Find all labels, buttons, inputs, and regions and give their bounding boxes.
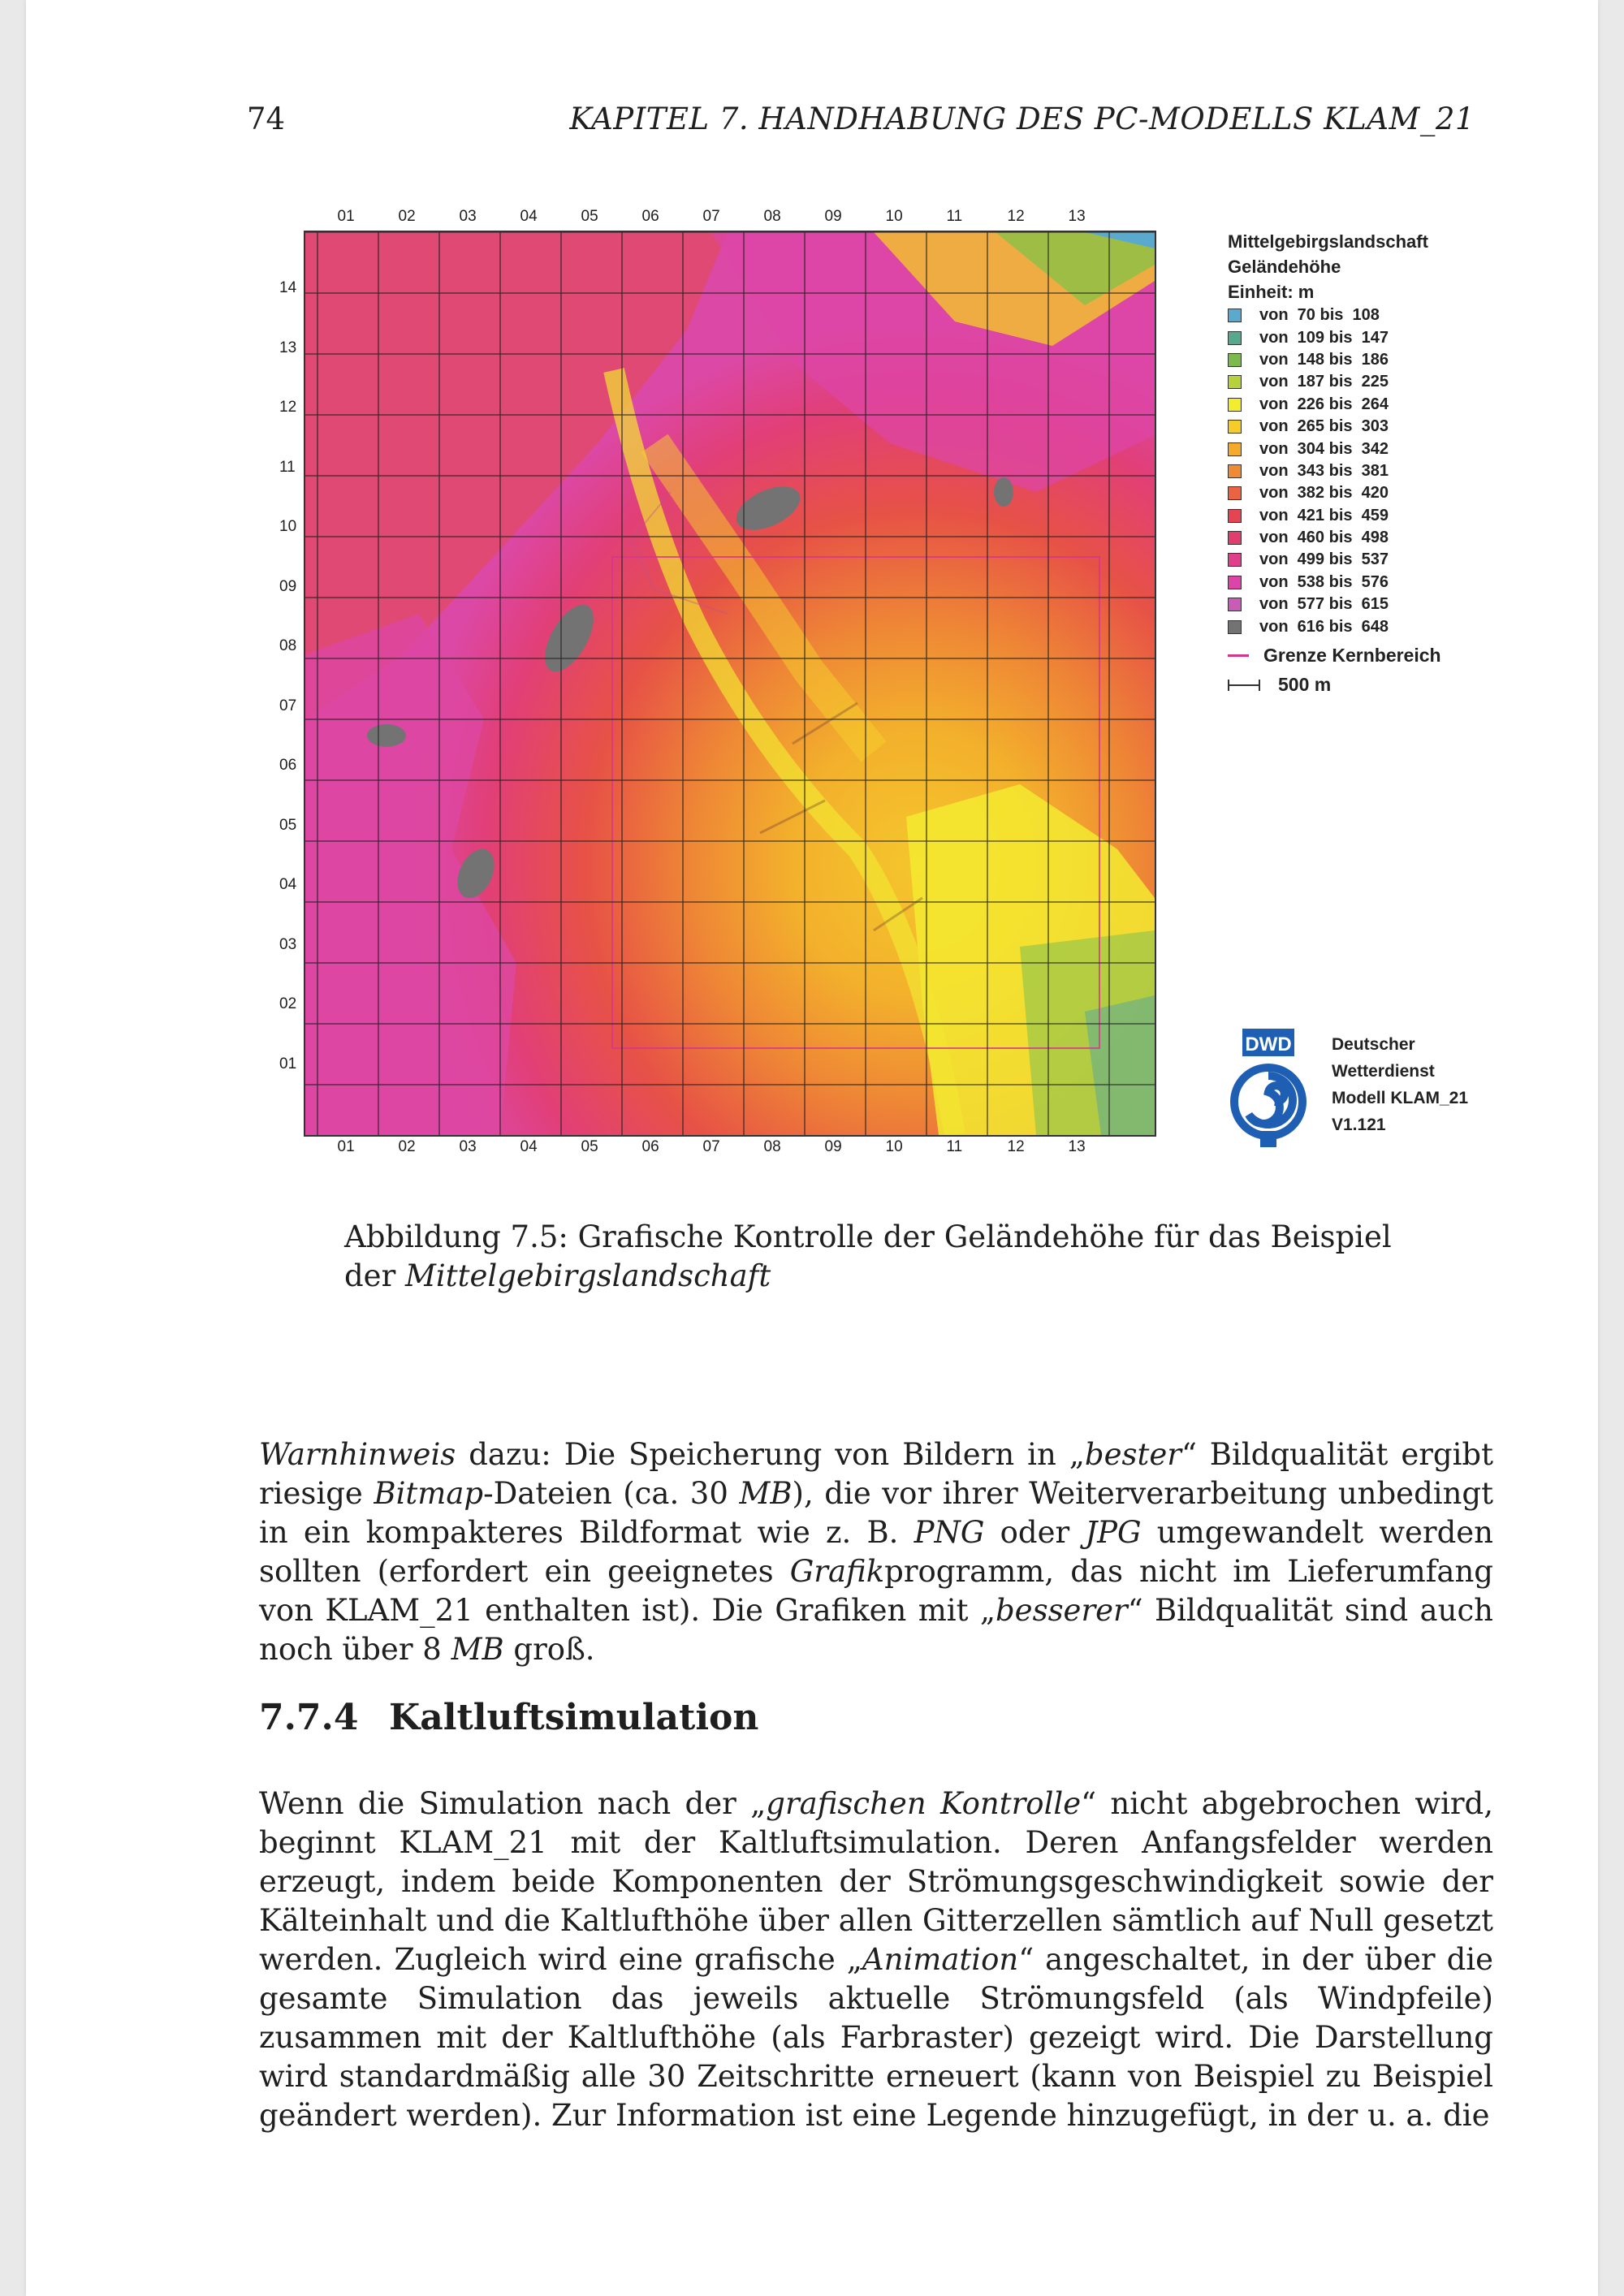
legend-class-label: von 109 bis 147 bbox=[1259, 328, 1389, 347]
dwd-logo bbox=[1220, 1027, 1317, 1149]
y-tick: 03 bbox=[279, 935, 297, 953]
text-run: JPG bbox=[1085, 1515, 1142, 1550]
x-tick-bottom: 03 bbox=[459, 1138, 477, 1155]
legend-class bbox=[1228, 460, 1601, 482]
simulation-paragraph bbox=[259, 1785, 1493, 2135]
legend-class-label: von 187 bis 225 bbox=[1259, 373, 1389, 391]
legend-scale bbox=[1228, 671, 1601, 700]
x-tick-bottom: 12 bbox=[1007, 1138, 1025, 1155]
y-tick: 14 bbox=[279, 279, 297, 296]
text-run: dazu: Die Speicherung von Bildern in „ bbox=[456, 1437, 1085, 1472]
document-page bbox=[26, 0, 1598, 2296]
x-tick-top: 03 bbox=[459, 208, 477, 225]
warning-paragraph bbox=[259, 1435, 1493, 1669]
boundary-label: Grenze Kernbereich bbox=[1263, 645, 1441, 667]
x-tick-bottom: 09 bbox=[824, 1138, 842, 1155]
x-tick-top: 09 bbox=[824, 208, 842, 225]
legend-class-label: von 616 bis 648 bbox=[1259, 617, 1389, 636]
legend-class bbox=[1228, 549, 1601, 571]
x-tick-top: 04 bbox=[520, 208, 538, 225]
running-header: KAPITEL 7. HANDHABUNG DES PC-MODELLS KLAM_21 bbox=[569, 101, 1475, 136]
x-tick-bottom: 07 bbox=[702, 1138, 720, 1155]
caption-italic: Mittelgebirgslandschaft bbox=[405, 1258, 771, 1293]
x-tick-bottom: 01 bbox=[337, 1138, 355, 1155]
section-number: 7.7.4 bbox=[259, 1697, 359, 1738]
legend-class-label: von 577 bis 615 bbox=[1259, 595, 1389, 614]
x-tick-top: 01 bbox=[337, 208, 355, 225]
x-tick-bottom: 11 bbox=[946, 1138, 963, 1155]
legend-class-label: von 265 bis 303 bbox=[1259, 417, 1389, 436]
legend-swatch bbox=[1228, 509, 1242, 523]
caption-text: Abbildung 7.5: Grafische Kontrolle der Geländehöhe für das Beispiel der bbox=[344, 1219, 1392, 1293]
text-run: umgewandelt werden sollten (erfordert ein geeignetes bbox=[259, 1515, 1493, 1589]
y-tick: 05 bbox=[279, 816, 297, 834]
legend-swatch bbox=[1228, 576, 1242, 589]
legend-class bbox=[1228, 349, 1601, 371]
y-tick: 01 bbox=[279, 1055, 297, 1072]
text-run: grafischen Kontrolle bbox=[766, 1786, 1082, 1821]
x-tick-bottom: 08 bbox=[763, 1138, 781, 1155]
x-tick-bottom: 05 bbox=[581, 1138, 598, 1155]
legend-classes bbox=[1228, 304, 1601, 638]
text-run: bester bbox=[1084, 1437, 1181, 1472]
x-tick-top: 08 bbox=[763, 208, 781, 225]
legend-swatch bbox=[1228, 464, 1242, 478]
x-tick-bottom: 06 bbox=[641, 1138, 659, 1155]
legend-class-label: von 304 bis 342 bbox=[1259, 439, 1389, 458]
legend-class bbox=[1228, 572, 1601, 593]
legend-swatch bbox=[1228, 598, 1242, 611]
x-tick-bottom: 13 bbox=[1068, 1138, 1086, 1155]
text-run: PNG bbox=[914, 1515, 985, 1550]
legend-swatch bbox=[1228, 309, 1242, 322]
text-run: “ angeschaltet, in der über die gesamte Simulation das jeweils aktuelle Strömungsfeld (als Windpfeile) zusammen mit der Kaltlufthöhe (als Farbraster) gezeigt wird. Die Darstellung wird standardmäßig alle 30 Zeitschritte erneuert (kann von Beispiel zu Beispiel geändert werden). Zur Information ist eine Legende hinzugefügt, in der u. a. die bbox=[259, 1942, 1493, 2133]
legend-swatch bbox=[1228, 420, 1242, 434]
legend-class-label: von 148 bis 186 bbox=[1259, 350, 1389, 369]
y-tick: 10 bbox=[279, 518, 297, 535]
legend-class-label: von 343 bis 381 bbox=[1259, 461, 1389, 480]
x-tick-top: 13 bbox=[1068, 208, 1086, 225]
y-tick: 08 bbox=[279, 637, 297, 654]
y-tick: 12 bbox=[279, 399, 297, 416]
text-run: groß. bbox=[503, 1632, 595, 1667]
legend-swatch bbox=[1228, 442, 1242, 456]
text-run: MB bbox=[739, 1476, 793, 1511]
x-tick-bottom: 02 bbox=[398, 1138, 416, 1155]
dwd-logo-text: DWD bbox=[1245, 1034, 1292, 1055]
legend-class-label: von 538 bis 576 bbox=[1259, 572, 1389, 591]
x-tick-top: 02 bbox=[398, 208, 416, 225]
dwd-line-4: V1.121 bbox=[1332, 1116, 1386, 1134]
figure-terrain-map bbox=[261, 203, 1624, 1177]
legend-class-label: von 226 bis 264 bbox=[1259, 395, 1389, 413]
section-title: Kaltluftsimulation bbox=[389, 1697, 759, 1738]
legend-class-label: von 70 bis 108 bbox=[1259, 306, 1380, 325]
y-tick: 02 bbox=[279, 995, 297, 1012]
legend-class bbox=[1228, 593, 1601, 615]
text-run: “ nicht abgebrochen wird, beginnt KLAM_21 mit der Kaltluftsimulation. Deren Anfangsfelder werden erzeugt, indem beide Komponenten der Strömungsgeschwindigkeit sowie der Kälteinhalt und die Kaltlufthöhe über allen Gitterzellen sämtlich auf Null gesetzt werden. Zugleich wird eine grafische „ bbox=[259, 1786, 1493, 1977]
x-tick-top: 10 bbox=[885, 208, 903, 225]
text-run: “ Bildqualität ergibt riesige bbox=[259, 1437, 1493, 1511]
legend-class-label: von 460 bis 498 bbox=[1259, 529, 1389, 547]
text-run: programm, das nicht im Lieferumfang von KLAM_21 enthalten ist). Die Grafiken mit „ bbox=[259, 1554, 1493, 1628]
warning-word: Warnhinweis bbox=[259, 1437, 456, 1472]
boundary-line-icon bbox=[1228, 654, 1249, 657]
x-tick-top: 06 bbox=[641, 208, 659, 225]
text-run: Bitmap bbox=[374, 1476, 484, 1511]
y-tick: 04 bbox=[279, 876, 297, 893]
legend-class bbox=[1228, 482, 1601, 504]
x-tick-bottom: 04 bbox=[520, 1138, 538, 1155]
legend-swatch bbox=[1228, 398, 1242, 412]
text-run: ), die vor ihrer Weiterverarbeitung unbedingt in ein kompakteres Bildformat wie z. B. bbox=[259, 1476, 1493, 1550]
legend-class bbox=[1228, 527, 1601, 549]
text-run: “ Bildqualität sind auch noch über 8 bbox=[259, 1593, 1493, 1667]
legend-class-label: von 499 bis 537 bbox=[1259, 550, 1389, 569]
legend-swatch bbox=[1228, 375, 1242, 389]
legend-class bbox=[1228, 371, 1601, 393]
legend-swatch bbox=[1228, 486, 1242, 500]
legend-swatch bbox=[1228, 553, 1242, 567]
legend-swatch bbox=[1228, 620, 1242, 634]
legend-title: Mittelgebirgslandschaft bbox=[1228, 231, 1428, 252]
legend-class bbox=[1228, 615, 1601, 637]
dwd-credit bbox=[1332, 1031, 1468, 1138]
y-tick: 07 bbox=[279, 697, 297, 714]
legend-class bbox=[1228, 505, 1601, 527]
y-tick: 13 bbox=[279, 339, 297, 356]
text-run: MB bbox=[451, 1632, 504, 1667]
x-tick-top: 07 bbox=[702, 208, 720, 225]
legend-class bbox=[1228, 438, 1601, 460]
terrain-map bbox=[304, 231, 1156, 1137]
legend-subtitle: Geländehöhe bbox=[1228, 257, 1341, 277]
legend-class bbox=[1228, 326, 1601, 348]
text-run: Animation bbox=[862, 1942, 1019, 1977]
map-legend bbox=[1228, 229, 1601, 700]
legend-class bbox=[1228, 416, 1601, 438]
x-tick-bottom: 10 bbox=[885, 1138, 903, 1155]
x-tick-top: 11 bbox=[946, 208, 963, 225]
text-run: besserer bbox=[996, 1593, 1128, 1628]
x-tick-top: 05 bbox=[581, 208, 598, 225]
scale-label: 500 m bbox=[1278, 674, 1332, 696]
page-number: 74 bbox=[247, 101, 286, 136]
legend-class bbox=[1228, 304, 1601, 326]
y-tick: 06 bbox=[279, 757, 297, 774]
legend-class bbox=[1228, 394, 1601, 416]
legend-class-label: von 382 bis 420 bbox=[1259, 484, 1389, 503]
text-run: Wenn die Simulation nach der „ bbox=[259, 1786, 767, 1821]
y-tick: 09 bbox=[279, 577, 297, 595]
legend-swatch bbox=[1228, 531, 1242, 545]
dwd-line-2: Wetterdienst bbox=[1332, 1062, 1435, 1081]
x-tick-top: 12 bbox=[1007, 208, 1025, 225]
dwd-line-1: Deutscher bbox=[1332, 1035, 1415, 1054]
legend-boundary bbox=[1228, 641, 1601, 671]
text-run: Grafik bbox=[789, 1554, 885, 1589]
scale-bar-icon bbox=[1228, 680, 1260, 691]
legend-class-label: von 421 bis 459 bbox=[1259, 506, 1389, 524]
section-heading bbox=[259, 1697, 758, 1738]
text-run: -Dateien (ca. 30 bbox=[483, 1476, 740, 1511]
legend-swatch bbox=[1228, 353, 1242, 367]
figure-caption bbox=[344, 1218, 1424, 1296]
dwd-line-3: Modell KLAM_21 bbox=[1332, 1089, 1469, 1107]
terrain-map-image bbox=[305, 232, 1155, 1135]
legend-unit: Einheit: m bbox=[1228, 282, 1315, 302]
legend-swatch bbox=[1228, 331, 1242, 345]
text-run: oder bbox=[984, 1515, 1086, 1550]
y-tick: 11 bbox=[279, 458, 296, 476]
